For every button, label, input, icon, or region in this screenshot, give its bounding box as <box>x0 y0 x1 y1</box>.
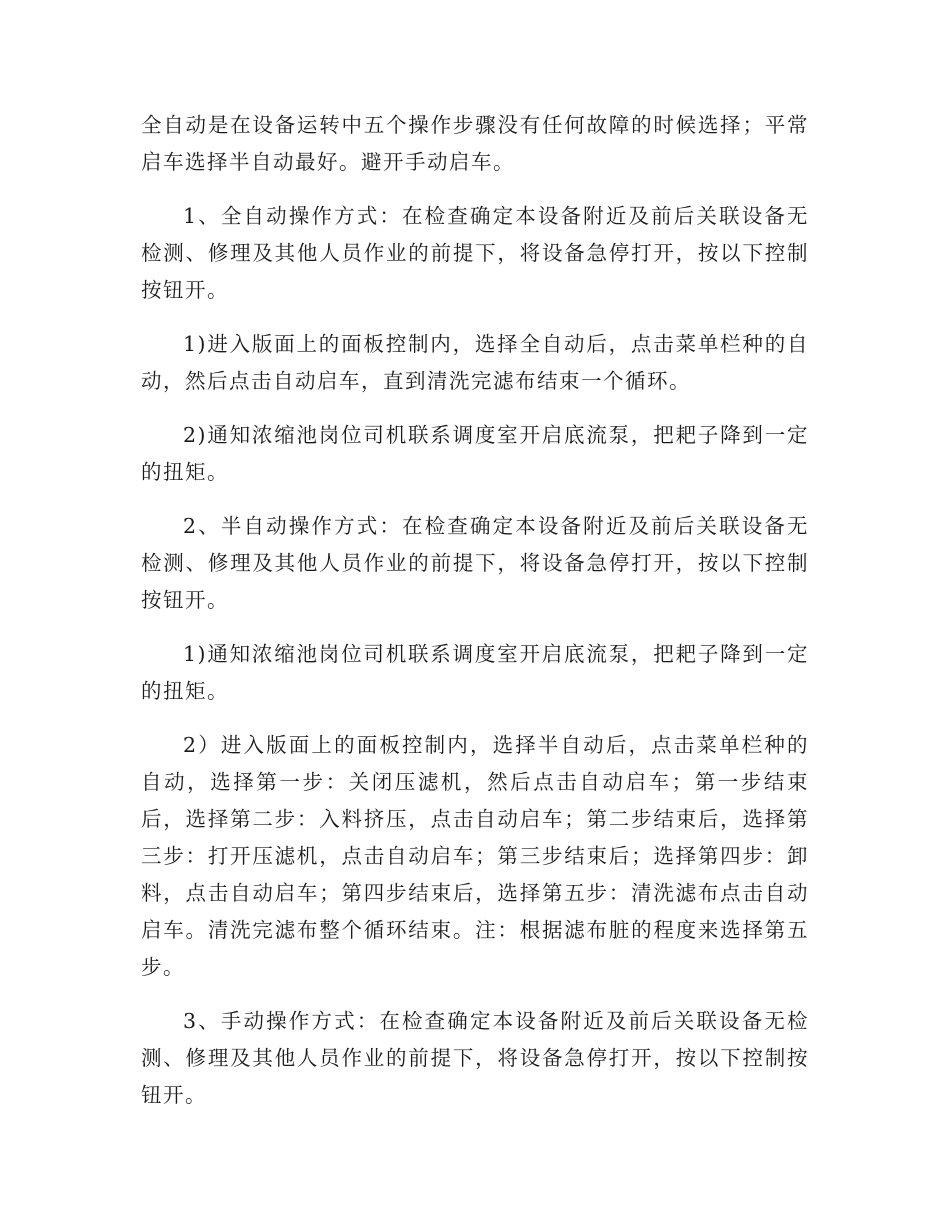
paragraph-semi-auto-heading: 2、半自动操作方式：在检查确定本设备附近及前后关联设备无检测、修理及其他人员作业的前提下，将设备急停打开，按以下控制按钮开。 <box>141 514 809 612</box>
paragraph-full-auto-heading: 1、全自动操作方式：在检查确定本设备附近及前后关联设备无检测、修理及其他人员作业的前提下，将设备急停打开，按以下控制按钮开。 <box>141 204 809 302</box>
document-page <box>141 107 809 1131</box>
paragraph-full-auto-step-2: 2)通知浓缩池岗位司机联系调度室开启底流泵，把耙子降到一定的扭矩。 <box>141 423 809 484</box>
paragraph-semi-auto-step-1: 1)通知浓缩池岗位司机联系调度室开启底流泵，把耙子降到一定的扭矩。 <box>141 642 809 703</box>
paragraph-semi-auto-step-2: 2）进入版面上的面板控制内，选择半自动后，点击菜单栏种的自动，选择第一步：关闭压滤机，然后点击自动启车；第一步结束后，选择第二步：入料挤压，点击自动启车；第二步结束后，选择第三步：打开压滤机，点击自动启车；第三步结束后；选择第四步：卸料，点击自动启车；第四步结束后，选择第五步：清洗滤布点击自动启车。清洗完滤布整个循环结束。注：根据滤布脏的程度来选择第五步。 <box>141 733 809 979</box>
paragraph-full-auto-step-1: 1)进入版面上的面板控制内，选择全自动后，点击菜单栏种的自动，然后点击自动启车，直到清洗完滤布结束一个循环。 <box>141 332 809 393</box>
paragraph-manual-heading: 3、手动操作方式：在检查确定本设备附近及前后关联设备无检测、修理及其他人员作业的前提下，将设备急停打开，按以下控制按钮开。 <box>141 1009 809 1107</box>
paragraph-intro: 全自动是在设备运转中五个操作步骤没有任何故障的时候选择；平常启车选择半自动最好。避开手动启车。 <box>141 113 809 174</box>
